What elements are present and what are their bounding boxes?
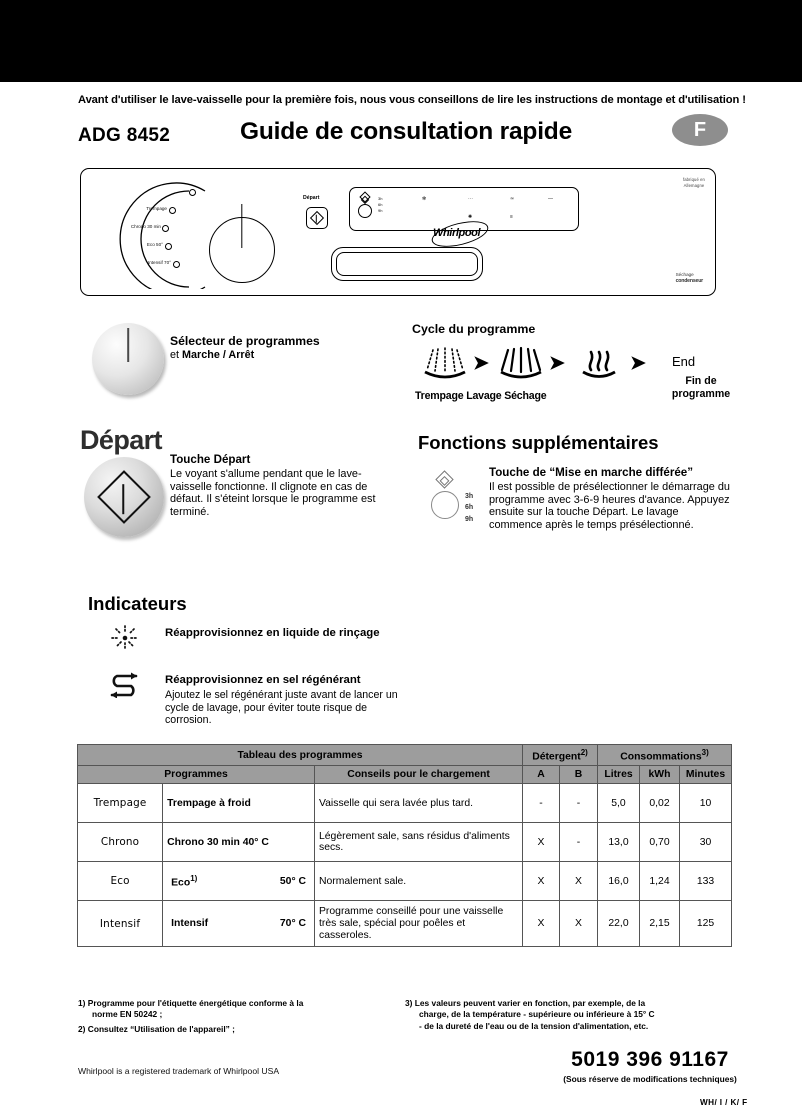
cycle-step-names: Trempage Lavage Séchage <box>415 390 547 402</box>
row-program-name-text: Eco <box>171 877 191 889</box>
cycle-arrow-1: ➤ <box>473 353 489 374</box>
control-panel-illustration <box>80 168 716 296</box>
row-program-name: Trempage à froid <box>163 784 315 823</box>
footnote-1-line1: 1) Programme pour l'étiquette énergétique conforme à la <box>78 998 304 1008</box>
dial-dot-eco <box>165 243 172 250</box>
detergent-footnote-ref: 2) <box>580 748 588 757</box>
row-program-name-cell <box>163 862 315 901</box>
row-detergent-a: X <box>523 901 560 947</box>
row-litres: 22,0 <box>598 901 640 947</box>
row-advice: Programme conseillé pour une vaisselle très sale, spécial pour poêles et casseroles. <box>315 901 523 947</box>
row-advice: Vaisselle qui sera lavée plus tard. <box>315 784 523 823</box>
dial-label-eco: Eco 50° <box>146 242 163 247</box>
cycle-arrow-3: ➤ <box>630 353 646 374</box>
delayed-start-body: Il est possible de présélectionner le démarrage du programme avec 3-6-9 heures d'avance. Appuyez ensuite sur la touche Départ. Le lavage commence après le temps présélectionné. <box>489 481 730 531</box>
panel-lamp-salt-icon: ⋯ <box>468 196 473 202</box>
panel-depart-label: Départ <box>303 195 320 201</box>
litres-subheader: Litres <box>598 766 640 784</box>
row-program-name: Chrono 30 min 40° C <box>163 823 315 862</box>
delay-hour-9h: 9h <box>465 515 474 523</box>
row-program-footnote-ref: 1) <box>190 874 198 884</box>
consumption-header-text: Consommations <box>620 751 702 763</box>
detergent-header <box>523 745 598 766</box>
document-code: 5019 396 91167 <box>571 1048 729 1071</box>
model-number: ADG 8452 <box>78 125 171 146</box>
footnotes-left <box>78 998 368 1035</box>
language-badge: F <box>672 114 728 146</box>
row-dial-name: Trempage <box>78 784 163 823</box>
dial-dot-intensif <box>173 261 180 268</box>
rinse-aid-label: Réapprovisionnez en liquide de rinçage <box>165 627 380 639</box>
row-program-name <box>171 874 197 888</box>
row-minutes: 125 <box>680 901 732 947</box>
row-litres: 13,0 <box>598 823 640 862</box>
door-handle-illustration <box>331 247 483 281</box>
detergent-a-subheader: A <box>523 766 560 784</box>
row-program-temp: 70° C <box>279 918 306 930</box>
row-minutes: 10 <box>680 784 732 823</box>
cycle-end-line2: programme <box>671 387 731 400</box>
consumption-header <box>598 745 732 766</box>
salt-body: Ajoutez le sel régénérant juste avant de lancer un cycle de lavage, pour éviter toute risque de corrosion. <box>165 689 398 726</box>
detergent-header-text: Détergent <box>532 751 581 763</box>
row-kwh: 1,24 <box>640 862 680 901</box>
panel-delay-icon[interactable] <box>358 193 372 218</box>
row-kwh: 0,70 <box>640 823 680 862</box>
selector-sub-prefix: et <box>170 349 183 361</box>
page-title: Guide de consultation rapide <box>240 118 572 145</box>
panel-lamp-heat-icon: ≃ <box>510 196 515 202</box>
document-page <box>0 82 802 1114</box>
row-detergent-b: - <box>560 784 598 823</box>
row-dial-name: Intensif <box>78 901 163 947</box>
depart-section-body: Le voyant s'allume pendant que le lave-vaisselle fonctionne. Il clignote en cas de défaut. Il s'éteint lorsque le programme est terminé. <box>170 468 376 518</box>
salt-icon <box>105 672 145 698</box>
panel-lamp-dry-icon: ≡ <box>510 214 513 220</box>
dial-label-chrono: Chrono 30 min <box>130 224 161 229</box>
drying-line2: condenseur <box>675 278 703 285</box>
panel-delay-hours <box>378 196 382 215</box>
made-in-label <box>683 177 705 189</box>
table-title: Tableau des programmes <box>78 745 523 766</box>
row-detergent-b: X <box>560 901 598 947</box>
delayed-start-icon <box>424 473 478 525</box>
cycle-title: Cycle du programme <box>412 322 536 336</box>
row-advice: Légèrement sale, sans résidus d'aliments secs. <box>315 823 523 862</box>
indicators-title: Indicateurs <box>88 593 187 614</box>
program-selector-knob-photo[interactable] <box>92 323 164 395</box>
made-in-line1: fabriqué en <box>682 177 705 182</box>
minutes-subheader: Minutes <box>680 766 732 784</box>
panel-delay-9h: 9h <box>378 208 383 214</box>
depart-button-photo[interactable] <box>84 457 164 537</box>
footnote-2: 2) Consultez “Utilisation de l'appareil” ; <box>78 1023 235 1034</box>
row-kwh: 2,15 <box>640 901 680 947</box>
depart-diamond-icon <box>310 211 324 225</box>
row-minutes: 30 <box>680 823 732 862</box>
dial-label-trempage: Trempage <box>146 206 167 211</box>
made-in-line2: Allemagne <box>683 183 705 189</box>
cycle-end-sublabel <box>661 375 741 400</box>
detergent-b-subheader: B <box>560 766 598 784</box>
footnote-3-line1: 3) Les valeurs peuvent varier en fonction, par exemple, de la <box>405 998 646 1008</box>
dial-dot-off <box>189 189 196 196</box>
selector-subtitle <box>170 349 254 361</box>
row-program-name: Intensif <box>171 918 209 930</box>
cycle-end-label: End <box>672 354 696 369</box>
delayed-start-title: Touche de “Mise en marche différée” <box>489 466 694 479</box>
row-dial-name: Chrono <box>78 823 163 862</box>
delayed-start-circle-icon <box>431 491 459 519</box>
program-dial-group <box>111 177 296 289</box>
table-header-row-1 <box>78 745 732 766</box>
table-row <box>78 823 732 862</box>
extra-functions-title: Fonctions supplémentaires <box>418 432 659 453</box>
panel-delay-6h: 6h <box>378 202 383 208</box>
row-detergent-a: X <box>523 862 560 901</box>
cycle-end-line1: Fin de <box>685 375 717 387</box>
soak-icon <box>423 344 467 384</box>
first-use-notice: Avant d'utiliser le lave-vaisselle pour la première fois, nous vous conseillons de lire les instructions de montage et d'utilisation ! <box>78 94 746 106</box>
depart-play-icon <box>97 470 151 524</box>
dry-icon <box>577 344 621 384</box>
program-dial-knob[interactable] <box>209 217 275 283</box>
row-litres: 5,0 <box>598 784 640 823</box>
programmes-subheader: Programmes <box>78 766 315 784</box>
delay-diamond-icon <box>359 191 370 202</box>
delay-hour-3h: 3h <box>465 493 474 500</box>
wash-icon <box>499 344 543 384</box>
row-detergent-b: - <box>560 823 598 862</box>
footnote-3-line2: charge, de la température - supérieure ou inférieure à 15° C <box>419 1009 655 1020</box>
row-detergent-a: - <box>523 784 560 823</box>
row-litres: 16,0 <box>598 862 640 901</box>
table-body <box>78 784 732 947</box>
panel-lamp-wash-icon: ✺ <box>468 214 473 220</box>
dial-label-intensif: Intensif 70° <box>147 260 171 265</box>
consumption-footnote-ref: 3) <box>701 748 709 757</box>
row-advice: Normalement sale. <box>315 862 523 901</box>
language-code: WH/ I / K/ F <box>700 1098 748 1107</box>
top-black-band <box>0 0 802 82</box>
table-header-row-2 <box>78 766 732 784</box>
salt-label: Réapprovisionnez en sel régénérant <box>165 674 361 686</box>
depart-section-title: Touche Départ <box>170 453 251 466</box>
advice-subheader: Conseils pour le chargement <box>315 766 523 784</box>
dial-dot-chrono <box>162 225 169 232</box>
panel-depart-button[interactable] <box>306 207 328 229</box>
kwh-subheader: kWh <box>640 766 680 784</box>
row-minutes: 133 <box>680 862 732 901</box>
condenser-drying-label <box>676 272 703 285</box>
row-kwh: 0,02 <box>640 784 680 823</box>
trademark-notice: Whirlpool is a registered trademark of Whirlpool USA <box>78 1066 280 1076</box>
table-row <box>78 862 732 901</box>
footnote-3-line3: - de la dureté de l'eau ou de la tension d'alimentation, etc. <box>419 1020 649 1031</box>
panel-lamp-rinse-aid-icon: ✻ <box>422 196 427 202</box>
selector-sub-bold: Marche / Arrêt <box>182 349 255 361</box>
cycle-arrow-2: ➤ <box>549 353 565 374</box>
panel-delay-3h: 3h <box>378 196 383 201</box>
footnote-1-line2: norme EN 50242 ; <box>92 1009 163 1020</box>
document-code-subtitle: (Sous réserve de modifications techniques) <box>563 1074 737 1084</box>
delayed-start-hours <box>465 491 473 525</box>
delayed-start-diamond-icon <box>435 470 453 488</box>
table-row <box>78 901 732 947</box>
row-detergent-b: X <box>560 862 598 901</box>
delay-hour-6h: 6h <box>465 504 474 512</box>
selector-title: Sélecteur de programmes <box>170 334 320 348</box>
row-program-temp: 50° C <box>279 875 306 887</box>
table-row <box>78 784 732 823</box>
panel-lamp-end-icon: — <box>548 196 553 202</box>
row-program-name-cell <box>163 901 315 947</box>
row-detergent-a: X <box>523 823 560 862</box>
whirlpool-logo: Whirlpool <box>433 227 481 239</box>
programs-table <box>77 744 732 947</box>
delay-circle-icon <box>358 204 372 218</box>
depart-wordmark: Départ <box>80 425 162 455</box>
dial-dot-trempage <box>169 207 176 214</box>
footnotes-right <box>405 998 735 1032</box>
drying-line1: Séchage <box>675 272 694 278</box>
row-dial-name: Eco <box>78 862 163 901</box>
rinse-aid-icon <box>108 624 142 652</box>
